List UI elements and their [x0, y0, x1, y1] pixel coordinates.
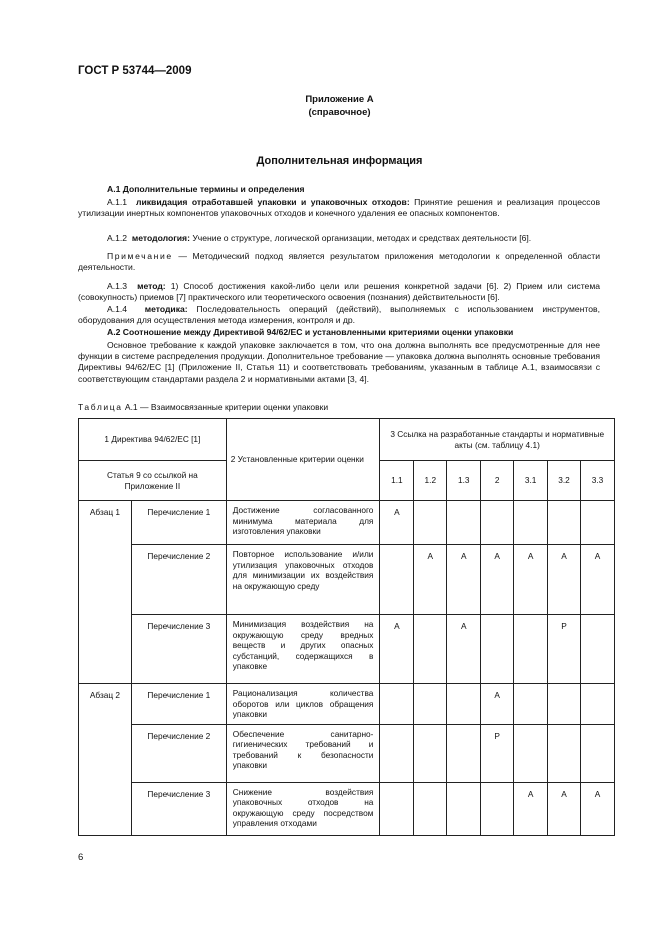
- ref-cell: [548, 684, 581, 725]
- ref-cell: А: [481, 684, 514, 725]
- ref-cell: А: [380, 615, 414, 684]
- definition-a1-2: А.1.2 методология: Учение о структуре, логической организации, методах и средствах деятельности [6].: [107, 233, 532, 243]
- table-row: [79, 684, 615, 725]
- ref-cell: [447, 684, 481, 725]
- ref-column-header: 2: [481, 461, 514, 501]
- ref-cell: А: [514, 782, 548, 835]
- ref-cell: А: [414, 545, 447, 615]
- ref-cell: [514, 615, 548, 684]
- table-row: [79, 615, 615, 684]
- ref-cell: Р: [481, 724, 514, 782]
- item-label: Перечисление 3: [131, 615, 226, 684]
- ref-column-header: 1.1: [380, 461, 414, 501]
- ref-cell: [581, 501, 615, 545]
- table-row: [79, 782, 615, 835]
- page-number: 6: [78, 852, 84, 863]
- ref-cell: Р: [548, 615, 581, 684]
- ref-cell: А: [581, 782, 615, 835]
- ref-cell: [481, 501, 514, 545]
- table-row: [79, 724, 615, 782]
- criterion-text: Достижение согласованного минимума материала для изготовления упаковки: [226, 501, 380, 545]
- subsection-heading-a2: А.2 Соотношение между Директивой 94/62/ЕС и установленными критериями оценки упаковки: [107, 327, 514, 337]
- article-subheader: Статья 9 со ссылкой на Приложение II: [79, 461, 227, 501]
- definition-a1-3: А.1.3 метод: 1) Способ достижения какой-либо цели или решения конкретной задачи [6]. 2) Прием или система (совокупность) приемов [7] практического или теоретического освоения (познания) действительности [6].: [78, 281, 601, 303]
- ref-cell: А: [447, 615, 481, 684]
- ref-cell: А: [380, 501, 414, 545]
- annex-title: Приложение А: [305, 94, 374, 105]
- ref-cell: А: [548, 782, 581, 835]
- ref-cell: А: [514, 545, 548, 615]
- note-paragraph: Примечание — Методический подход является результатом приложения методологии к определенной области деятельности.: [78, 251, 600, 273]
- table-row: [79, 501, 615, 545]
- ref-cell: [380, 782, 414, 835]
- item-label: Перечисление 1: [131, 501, 226, 545]
- ref-cell: А: [481, 545, 514, 615]
- ref-cell: [414, 615, 447, 684]
- ref-cell: [447, 782, 481, 835]
- ref-cell: [380, 684, 414, 725]
- criterion-text: Рационализация количества оборотов или циклов обращения упаковки: [226, 684, 380, 725]
- ref-cell: А: [581, 545, 615, 615]
- ref-cell: [414, 782, 447, 835]
- ref-column-header: 3.1: [514, 461, 548, 501]
- item-label: Перечисление 3: [131, 782, 226, 835]
- ref-cell: [447, 724, 481, 782]
- subsection-heading-a1: А.1 Дополнительные термины и определения: [107, 184, 305, 194]
- ref-cell: [548, 501, 581, 545]
- criteria-header: 2 Установленные критерии оценки: [226, 419, 380, 501]
- ref-cell: [380, 545, 414, 615]
- document-code: ГОСТ Р 53744—2009: [78, 65, 192, 77]
- ref-cell: [548, 724, 581, 782]
- item-label: Перечисление 1: [131, 684, 226, 725]
- directive-header: 1 Директива 94/62/ЕС [1]: [79, 419, 227, 461]
- ref-column-header: 3.3: [581, 461, 615, 501]
- criterion-text: Обеспечение санитарно-гигиенических требований и требований к безопасности упаковки: [226, 724, 380, 782]
- ref-cell: [481, 782, 514, 835]
- ref-cell: [514, 684, 548, 725]
- ref-cell: [447, 501, 481, 545]
- paragraph-label: Абзац 2: [79, 684, 132, 836]
- ref-cell: [414, 501, 447, 545]
- ref-cell: [581, 724, 615, 782]
- ref-cell: [514, 724, 548, 782]
- paragraph-label: Абзац 1: [79, 501, 132, 684]
- section-title: Дополнительная информация: [256, 155, 423, 167]
- item-label: Перечисление 2: [131, 724, 226, 782]
- definition-a1-1: А.1.1 ликвидация отработавшей упаковки и упаковочных отходов: Принятие решения и реализация процессов утилизации инертных компонентов упаковочных отходов и конечного удаления ее опасных компонентов.: [78, 197, 601, 219]
- item-label: Перечисление 2: [131, 545, 226, 615]
- table-caption: Таблица А.1 — Взаимосвязанные критерии оценки упаковки: [78, 402, 329, 412]
- ref-cell: [414, 724, 447, 782]
- ref-cell: [481, 615, 514, 684]
- a2-paragraph: Основное требование к каждой упаковке заключается в том, что она должна выполнять все предусмотренные для нее функции в системе распределения продукции. Дополнительное требование — упаковка должна выполнять основные требования Директивы 94/62/ЕС [1] (Приложение II, Статья 11) и соответствовать требованиям, указанным в таблице А.1, взаимосвязи с соответствующим стандартами раздела 2 и нормативными актами [3, 4].: [78, 340, 600, 384]
- criterion-text: Минимизация воздействия на окружающую среду вредных веществ и других опасных субстанций, содержащихся в упаковке: [226, 615, 380, 684]
- ref-cell: [380, 724, 414, 782]
- ref-cell: [414, 684, 447, 725]
- references-header: 3 Ссылка на разработанные стандарты и нормативные акты (см. таблицу 4.1): [380, 419, 615, 461]
- ref-cell: [581, 615, 615, 684]
- table-row: [79, 545, 615, 615]
- ref-cell: [514, 501, 548, 545]
- criterion-text: Повторное использование и/или утилизация упаковочных отходов для минимизации их воздействия на окружающую среду: [226, 545, 380, 615]
- ref-column-header: 1.2: [414, 461, 447, 501]
- criterion-text: Снижение воздействия упаковочных отходов на окружающую среду посредством управления отходами: [226, 782, 380, 835]
- criteria-table: [78, 418, 615, 836]
- ref-column-header: 3.2: [548, 461, 581, 501]
- ref-cell: А: [447, 545, 481, 615]
- ref-column-header: 1.3: [447, 461, 481, 501]
- ref-cell: А: [548, 545, 581, 615]
- ref-cell: [581, 684, 615, 725]
- annex-subtitle: (справочное): [308, 107, 371, 118]
- definition-a1-4: А.1.4 методика: Последовательность операций (действий), выполняемых с использованием инструментов, оборудования для осуществления метода измерения, контроля и др.: [78, 304, 601, 326]
